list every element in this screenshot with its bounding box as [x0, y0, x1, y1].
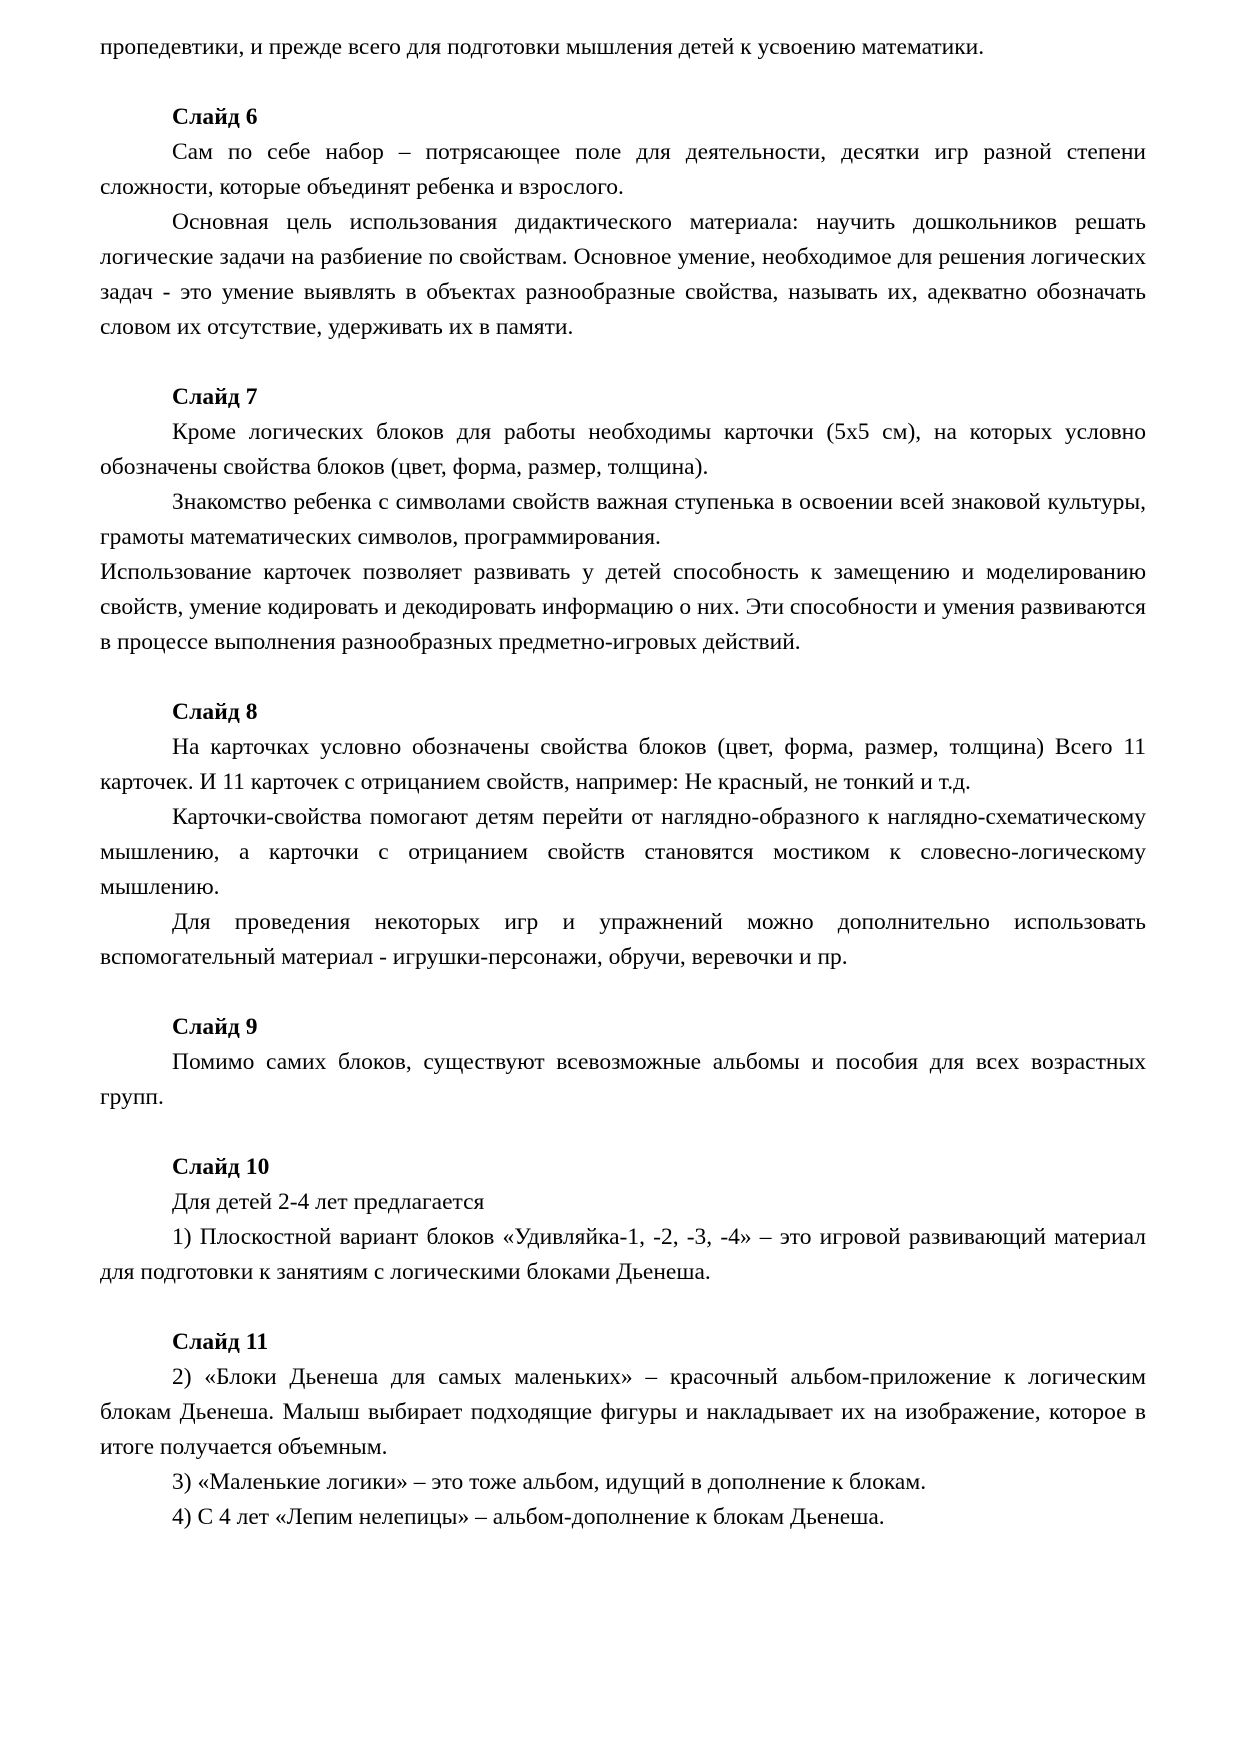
- section-heading-slide-6: Слайд 6: [172, 104, 258, 130]
- section-spacer: [100, 660, 1146, 695]
- section-heading-slide-10: Слайд 10: [172, 1154, 270, 1180]
- section-paragraph: 4) С 4 лет «Лепим нелепицы» – альбом-дополнение к блокам Дьенеша.: [172, 1504, 885, 1530]
- section-heading-slide-8: Слайд 8: [172, 699, 258, 725]
- section-heading-slide-11: Слайд 11: [172, 1329, 269, 1355]
- section-heading-slide-7: Слайд 7: [172, 384, 258, 410]
- section-spacer: [100, 65, 1146, 100]
- section-paragraph: Знакомство ребенка с символами свойств важная ступенька в освоении всей знаковой культуры, грамоты математических символов, программирования.: [100, 489, 1146, 550]
- section-paragraph: Помимо самих блоков, существуют всевозможные альбомы и пособия для всех возрастных групп.: [100, 1049, 1146, 1110]
- section-paragraph: Использование карточек позволяет развивать у детей способность к замещению и моделированию свойств, умение кодировать и декодировать информацию о них. Эти способности и умения развиваются в процессе выполнения разнообразных предметно-игровых действий.: [100, 559, 1146, 655]
- section-paragraph: Основная цель использования дидактического материала: научить дошкольников решать логические задачи на разбиение по свойствам. Основное умение, необходимое для решения логических задач - это умение выявлять в объектах разнообразные свойства, называть их, адекватно обозначать словом их отсутствие, удерживать их в памяти.: [100, 209, 1146, 340]
- section-paragraph: 1) Плоскостной вариант блоков «Удивляйка-1, -2, -3, -4» – это игровой развивающий материал для подготовки к занятиям с логическими блоками Дьенеша.: [100, 1224, 1146, 1285]
- section-paragraph: 3) «Маленькие логики» – это тоже альбом, идущий в дополнение к блокам.: [172, 1469, 927, 1495]
- section-spacer: [100, 345, 1146, 380]
- section-paragraph: Карточки-свойства помогают детям перейти от наглядно-образного к наглядно-схематическому мышлению, а карточки с отрицанием свойств становятся мостиком к словесно-логическому мышлению.: [100, 804, 1146, 900]
- section-spacer: [100, 975, 1146, 1010]
- section-paragraph: 2) «Блоки Дьенеша для самых маленьких» – красочный альбом-приложение к логическим блокам Дьенеша. Малыш выбирает подходящие фигуры и накладывает их на изображение, которое в итоге получается объемным.: [100, 1364, 1146, 1460]
- section-spacer: [100, 1290, 1146, 1325]
- section-paragraph: На карточках условно обозначены свойства блоков (цвет, форма, размер, толщина) Всего 11 карточек. И 11 карточек с отрицанием свойств, например: Не красный, не тонкий и т.д.: [100, 734, 1146, 795]
- section-spacer: [100, 1115, 1146, 1150]
- section-paragraph: Кроме логических блоков для работы необходимы карточки (5х5 см), на которых условно обозначены свойства блоков (цвет, форма, размер, толщина).: [100, 419, 1146, 480]
- section-paragraph: Сам по себе набор – потрясающее поле для деятельности, десятки игр разной степени сложности, которые объединят ребенка и взрослого.: [100, 139, 1146, 200]
- section-paragraph: Для проведения некоторых игр и упражнений можно дополнительно использовать вспомогательный материал - игрушки-персонажи, обручи, веревочки и пр.: [100, 909, 1146, 970]
- section-heading-slide-9: Слайд 9: [172, 1014, 258, 1040]
- page-content: [100, 30, 1146, 1535]
- continued-paragraph: пропедевтики, и прежде всего для подготовки мышления детей к усвоению математики.: [100, 34, 985, 60]
- section-paragraph: Для детей 2-4 лет предлагается: [172, 1189, 485, 1215]
